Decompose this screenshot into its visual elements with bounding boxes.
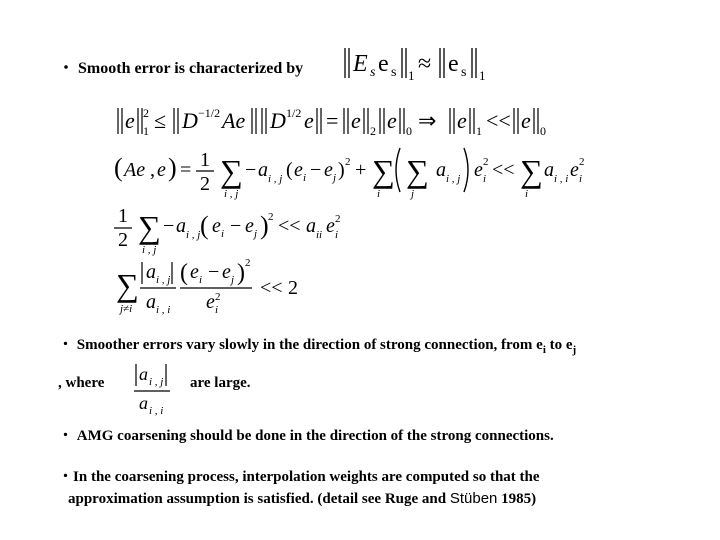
- author-name: Stüben: [449, 490, 498, 507]
- svg-text:j: j: [254, 228, 258, 240]
- svg-text:i , i: i , i: [149, 405, 164, 416]
- svg-text:+: +: [355, 159, 367, 181]
- svg-text:−1/2: −1/2: [198, 106, 221, 120]
- svg-text:e: e: [294, 159, 303, 181]
- bullet-text: AMG coarsening should be done in the direction of the strong connections.: [76, 428, 554, 444]
- bullet-text: Smooth error is characterized by: [78, 60, 304, 77]
- svg-text:1: 1: [476, 124, 482, 138]
- svg-text:<<: <<: [260, 277, 283, 299]
- svg-text:(: (: [200, 211, 209, 240]
- svg-text:s: s: [370, 65, 376, 80]
- svg-text:a: a: [436, 159, 446, 181]
- svg-text:1: 1: [408, 68, 415, 83]
- bullet-text-line2-end: 1985): [497, 491, 537, 507]
- svg-text:e: e: [190, 261, 199, 283]
- svg-text:e: e: [326, 215, 335, 237]
- svg-text:e: e: [474, 159, 483, 181]
- svg-text:i , i: i , i: [156, 304, 171, 316]
- svg-text:i , i: i , i: [554, 173, 569, 185]
- svg-text:(: (: [180, 260, 188, 286]
- bullet-interpolation-weights: [58, 466, 540, 510]
- svg-text:∑: ∑: [220, 153, 243, 189]
- svg-text:e: e: [351, 108, 361, 133]
- svg-text:2: 2: [345, 156, 351, 168]
- svg-text:E: E: [353, 51, 368, 77]
- svg-text:2: 2: [118, 229, 128, 251]
- formula-ratio-aij-aii: [130, 360, 182, 416]
- svg-text:i , j: i , j: [446, 173, 461, 185]
- svg-text:2: 2: [288, 277, 298, 299]
- bullet-marker: ・: [58, 337, 74, 353]
- svg-text:e: e: [570, 159, 579, 181]
- svg-text:e: e: [457, 108, 467, 133]
- svg-text:e: e: [212, 215, 221, 237]
- svg-text:j: j: [411, 188, 415, 200]
- svg-text:⇒: ⇒: [418, 108, 437, 133]
- svg-text:): ): [168, 153, 177, 182]
- bullet-text: Smoother errors vary slowly in the direction of strong connection, from e: [76, 337, 543, 353]
- svg-text:e: e: [448, 51, 459, 77]
- svg-text:a: a: [176, 215, 186, 237]
- svg-text:1: 1: [200, 149, 210, 171]
- bullet-marker: ・: [58, 428, 74, 444]
- svg-text:a: a: [139, 364, 148, 384]
- svg-text:−: −: [208, 261, 220, 283]
- bullet-line-2: [58, 488, 540, 510]
- svg-text:<<: <<: [492, 159, 515, 181]
- svg-text:i: i: [215, 304, 219, 316]
- svg-text:j: j: [231, 274, 235, 286]
- bullet-amg-coarsening: [58, 424, 554, 445]
- svg-text:i: i: [579, 173, 583, 185]
- svg-text:Ae: Ae: [222, 108, 246, 133]
- svg-text:1: 1: [118, 205, 128, 227]
- svg-text:e: e: [245, 215, 254, 237]
- svg-text:i , j: i , j: [186, 229, 201, 241]
- svg-text:=: =: [326, 108, 339, 133]
- svg-text:j≠i: j≠i: [120, 303, 133, 315]
- svg-text:<<: <<: [278, 215, 301, 237]
- svg-text:e: e: [521, 108, 531, 133]
- svg-text:−: −: [245, 159, 257, 181]
- svg-text:≤: ≤: [154, 108, 167, 133]
- svg-text:i , j: i , j: [142, 244, 157, 256]
- svg-text:e: e: [304, 108, 314, 133]
- svg-text:∑: ∑: [406, 153, 429, 189]
- bullet-smooth-error: [58, 55, 303, 78]
- svg-text:∑: ∑: [520, 153, 543, 189]
- svg-text:2: 2: [215, 291, 221, 303]
- formula-energy-identity: [112, 142, 592, 200]
- svg-text:e: e: [206, 291, 215, 313]
- subscript-j: j: [572, 344, 577, 356]
- svg-text:2: 2: [483, 156, 489, 168]
- svg-text:−: −: [163, 215, 175, 237]
- svg-text:ii: ii: [316, 229, 323, 241]
- svg-text:2: 2: [200, 173, 210, 195]
- svg-text:<<: <<: [486, 108, 511, 133]
- formula-ratio-condition: [112, 256, 322, 318]
- bullet-line-1: [58, 466, 540, 488]
- svg-text:i: i: [303, 172, 307, 184]
- svg-text:e: e: [157, 159, 166, 181]
- svg-text:i: i: [199, 274, 203, 286]
- svg-text:i , j: i , j: [268, 173, 283, 185]
- svg-text:i: i: [335, 229, 339, 241]
- svg-text:0: 0: [406, 124, 412, 138]
- formula-smooth-error-norm: [340, 44, 500, 84]
- svg-text:(: (: [286, 159, 293, 181]
- formula-smooth-condition: [112, 200, 392, 256]
- svg-text:i , j: i , j: [156, 274, 171, 286]
- svg-text:i: i: [221, 228, 225, 240]
- svg-text:e: e: [222, 261, 231, 283]
- svg-text:∑: ∑: [138, 209, 161, 245]
- svg-text:a: a: [306, 215, 316, 237]
- svg-text:e: e: [378, 51, 389, 77]
- svg-text:(: (: [114, 153, 123, 182]
- svg-text:2: 2: [245, 257, 251, 269]
- where-suffix: are large.: [190, 375, 251, 391]
- bullet-marker: ・: [58, 60, 75, 77]
- svg-text:e: e: [125, 108, 135, 133]
- svg-text:0: 0: [540, 124, 546, 138]
- svg-text:1: 1: [143, 124, 149, 138]
- svg-text:2: 2: [579, 156, 585, 168]
- svg-text:D: D: [270, 108, 286, 133]
- svg-text:i: i: [377, 188, 381, 200]
- subscript-i: i: [542, 344, 546, 356]
- svg-text:a: a: [544, 159, 554, 181]
- bullet-text-to: to e: [545, 337, 573, 353]
- bullet-marker: ・: [58, 469, 74, 485]
- svg-text:j: j: [333, 172, 337, 184]
- svg-text:): ): [260, 211, 269, 240]
- svg-text:i , j: i , j: [149, 376, 164, 388]
- svg-text:D: D: [182, 108, 198, 133]
- svg-text:2: 2: [370, 124, 376, 138]
- svg-text:2: 2: [268, 211, 274, 223]
- svg-text:i: i: [483, 173, 487, 185]
- svg-text:∑: ∑: [372, 153, 395, 189]
- svg-text:s: s: [391, 65, 397, 80]
- svg-text:a: a: [146, 291, 156, 313]
- svg-text:a: a: [139, 393, 148, 413]
- svg-text:): ): [237, 260, 245, 286]
- svg-text:,: ,: [150, 159, 155, 181]
- svg-text:1/2: 1/2: [286, 106, 302, 120]
- svg-text:∑: ∑: [116, 267, 139, 303]
- formula-norm-inequality: [112, 100, 552, 142]
- bullet-smoother-errors: [58, 333, 576, 356]
- svg-text:=: =: [180, 159, 192, 181]
- svg-text:i , j: i , j: [224, 188, 239, 200]
- bullet-text-line2: approximation assumption is satisfied. (detail see Ruge and: [68, 491, 450, 507]
- svg-text:e: e: [387, 108, 397, 133]
- svg-text:a: a: [258, 159, 268, 181]
- svg-text:−: −: [230, 215, 242, 237]
- svg-text:e: e: [324, 159, 333, 181]
- svg-text:2: 2: [335, 213, 341, 225]
- svg-text:i: i: [525, 188, 529, 200]
- svg-text:≈: ≈: [418, 51, 432, 77]
- svg-text:2: 2: [143, 106, 149, 120]
- svg-text:s: s: [461, 65, 467, 80]
- svg-text:−: −: [310, 159, 322, 181]
- svg-text:Ae: Ae: [124, 159, 146, 181]
- svg-text:a: a: [146, 261, 156, 283]
- svg-text:): ): [338, 159, 345, 181]
- svg-text:1: 1: [479, 68, 486, 83]
- bullet-text-line1: In the coarsening process, interpolation weights are computed so that the: [73, 469, 540, 485]
- where-prefix: , where: [58, 375, 105, 391]
